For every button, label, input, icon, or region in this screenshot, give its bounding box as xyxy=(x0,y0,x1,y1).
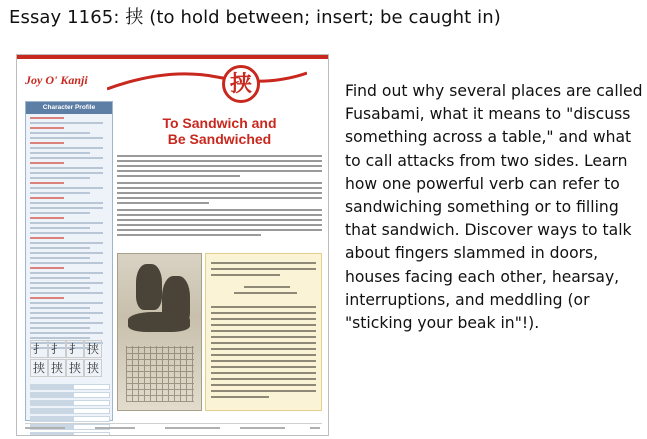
text-line xyxy=(117,187,322,189)
figure-shape xyxy=(136,264,162,310)
sidebar-line xyxy=(211,274,280,276)
sidebar-line xyxy=(211,366,316,368)
stroke-cell: 扌 xyxy=(48,340,66,358)
sidebar-line xyxy=(211,336,316,338)
sidebar-line xyxy=(211,330,316,332)
essay-body-text xyxy=(117,155,322,239)
stroke-cell: 挟 xyxy=(84,340,102,358)
profile-line xyxy=(30,262,103,264)
essay-title: Essay 1165: 挟 (to hold between; insert; be caught in) xyxy=(9,7,501,28)
sidebar-line xyxy=(211,318,316,320)
profile-line xyxy=(30,177,90,179)
profile-line xyxy=(30,302,103,304)
kanji-badge: 挟 xyxy=(222,65,260,103)
profile-line xyxy=(30,337,90,339)
text-line xyxy=(117,202,209,204)
text-line xyxy=(117,170,322,172)
headline-line-1: To Sandwich and xyxy=(162,115,277,131)
profile-line xyxy=(30,187,103,189)
sidebar-line xyxy=(211,378,316,380)
profile-line xyxy=(30,232,103,234)
sidebar-line xyxy=(211,384,316,386)
profile-line xyxy=(30,327,90,329)
stroke-cell: 扌 xyxy=(30,340,48,358)
essay-headline xyxy=(117,115,322,147)
profile-line xyxy=(30,242,103,244)
reference-row xyxy=(30,392,110,398)
essay-thumbnail[interactable] xyxy=(16,54,329,436)
reference-row xyxy=(30,408,110,414)
profile-line xyxy=(30,217,64,219)
profile-line xyxy=(30,127,64,129)
profile-line xyxy=(30,132,90,134)
profile-line xyxy=(30,227,90,229)
character-profile-panel xyxy=(25,101,113,421)
book-excerpt-sidebar xyxy=(205,253,322,411)
profile-line xyxy=(30,182,64,184)
headline-line-2: Be Sandwiched xyxy=(167,131,272,147)
profile-line xyxy=(30,212,90,214)
footer-text xyxy=(240,427,285,429)
profile-line xyxy=(30,117,64,119)
profile-line xyxy=(30,142,64,144)
stroke-cell: 挟 xyxy=(66,359,84,377)
profile-line xyxy=(30,122,103,124)
profile-line xyxy=(30,292,103,294)
sidebar-line xyxy=(211,262,316,264)
character-profile-heading: Character Profile xyxy=(26,102,112,114)
text-line xyxy=(117,224,322,226)
profile-line xyxy=(30,297,64,299)
profile-line xyxy=(30,307,90,309)
profile-line xyxy=(30,222,103,224)
stroke-cell: 挟 xyxy=(48,359,66,377)
text-line xyxy=(117,219,322,221)
page-footer xyxy=(25,423,322,431)
reference-row xyxy=(30,432,110,436)
sidebar-line xyxy=(211,324,316,326)
japanese-text-block xyxy=(126,346,194,402)
sidebar-line xyxy=(211,390,316,392)
reference-row xyxy=(30,384,110,390)
footer-text xyxy=(310,427,320,429)
profile-line xyxy=(30,237,64,239)
stroke-cell: 挟 xyxy=(30,359,48,377)
profile-line xyxy=(30,197,64,199)
text-line xyxy=(117,160,322,162)
profile-line xyxy=(30,207,103,209)
profile-line xyxy=(30,137,103,139)
profile-line xyxy=(30,167,103,169)
text-line xyxy=(117,155,322,157)
stroke-cell: 扌 xyxy=(66,340,84,358)
profile-line xyxy=(30,172,103,174)
sidebar-line xyxy=(211,354,316,356)
text-line xyxy=(117,192,322,194)
profile-line xyxy=(30,192,90,194)
profile-line xyxy=(30,157,103,159)
sidebar-line xyxy=(234,292,297,294)
sidebar-line xyxy=(211,306,316,308)
profile-line xyxy=(30,317,90,319)
sidebar-line xyxy=(211,268,316,270)
reference-row xyxy=(30,416,110,422)
profile-line xyxy=(30,202,103,204)
sidebar-line xyxy=(211,396,269,398)
brand-logo: Joy O' Kanji xyxy=(25,73,88,87)
profile-line xyxy=(30,287,90,289)
sidebar-line xyxy=(244,286,290,288)
profile-line xyxy=(30,267,64,269)
profile-line xyxy=(30,257,90,259)
text-line xyxy=(117,209,322,211)
profile-line xyxy=(30,312,103,314)
sidebar-line xyxy=(211,348,316,350)
sidebar-line xyxy=(211,342,316,344)
sidebar-line xyxy=(211,372,316,374)
text-line xyxy=(117,175,240,177)
text-line xyxy=(117,229,322,231)
stroke-order-grid xyxy=(30,340,110,380)
profile-line xyxy=(30,247,90,249)
profile-line xyxy=(30,147,103,149)
reference-row xyxy=(30,400,110,406)
profile-line xyxy=(30,152,90,154)
profile-line xyxy=(30,332,103,334)
profile-line xyxy=(30,162,64,164)
profile-line xyxy=(30,282,103,284)
book-illustration xyxy=(117,253,202,411)
profile-line xyxy=(30,277,90,279)
profile-line xyxy=(30,272,103,274)
essay-description: Find out why several places are called Fusabami, what it means to "discuss something across a table," and what to call attacks from two sides. Learn how one powerful verb can refer to sandwiching something or to filling that sandwich. Discover ways to talk about fingers slammed in doors, houses facing each other, hearsay, interruptions, and meddling (or "sticking your beak in"!). xyxy=(345,82,643,333)
footer-text xyxy=(95,427,135,429)
text-line xyxy=(117,165,322,167)
stroke-cell: 挟 xyxy=(84,359,102,377)
profile-line xyxy=(30,252,103,254)
text-line xyxy=(117,234,261,236)
figure-shape xyxy=(128,312,190,332)
sidebar-line xyxy=(211,312,316,314)
profile-line xyxy=(30,322,103,324)
sidebar-line xyxy=(211,360,316,362)
text-line xyxy=(117,214,322,216)
text-line xyxy=(117,182,322,184)
text-line xyxy=(117,197,322,199)
brand-swoosh xyxy=(107,59,307,99)
footer-text xyxy=(25,427,65,429)
footer-text xyxy=(165,427,220,429)
